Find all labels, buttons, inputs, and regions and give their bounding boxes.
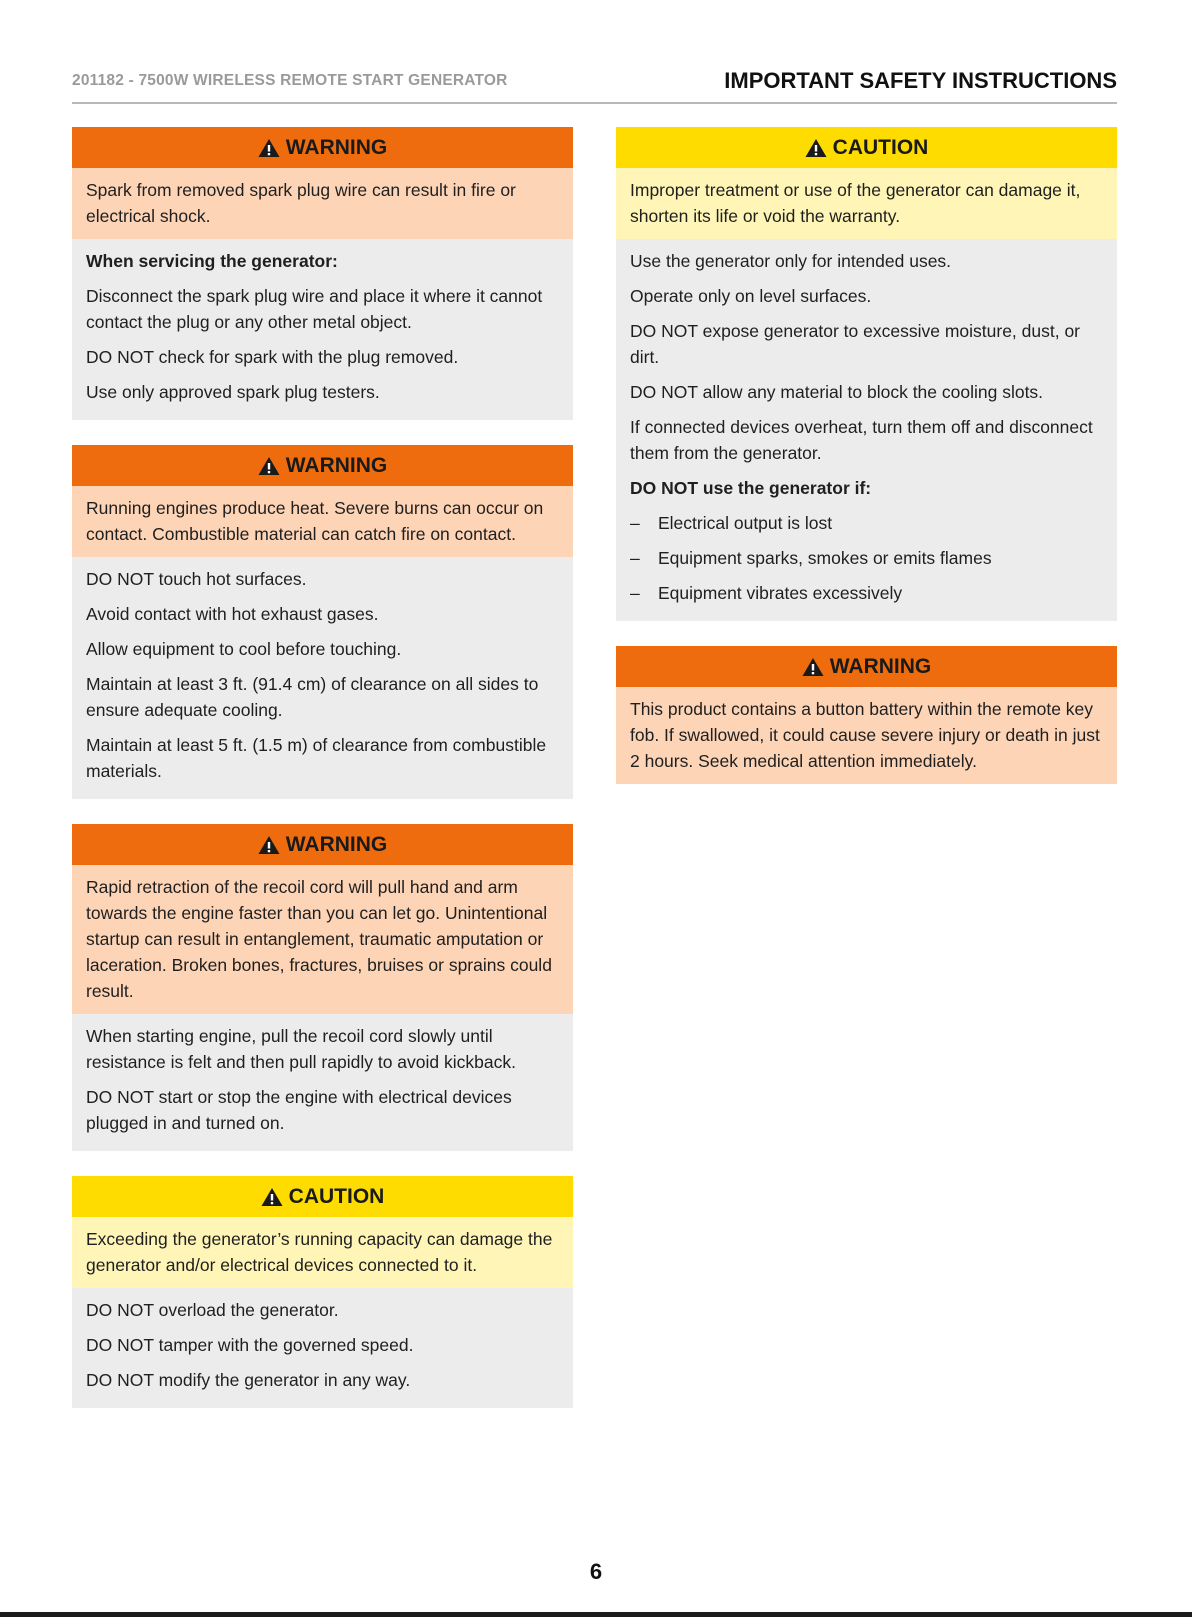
signal-word: WARNING [285,453,388,477]
instruction-item: Maintain at least 5 ft. (1.5 m) of clearance from combustible materials. [86,735,547,781]
instruction-item: Use only approved spark plug testers. [86,382,380,402]
instruction-item: When starting engine, pull the recoil cord slowly until resistance is felt and then pull rapidly to avoid kickback. [86,1026,516,1072]
document-id: 201182 - 7500W WIRELESS REMOTE START GENERATOR [72,72,508,89]
instruction-item: Allow equipment to cool before touching. [86,639,402,659]
instructions-list [72,1014,573,1151]
signal-word: CAUTION [832,135,929,159]
signal-word: WARNING [285,135,388,159]
dash-marker: – [630,548,640,568]
instruction-item: DO NOT start or stop the engine with electrical devices plugged in and turned on. [86,1087,512,1133]
dash-marker: – [630,513,640,533]
caution-header [616,127,1117,168]
warning-box [72,824,573,1151]
warning-triangle-icon [802,657,824,677]
instruction-item: DO NOT allow any material to block the cooling slots. [630,382,1044,402]
instruction-item: DO NOT modify the generator in any way. [86,1370,411,1390]
left-column [72,127,573,1433]
caution-header [72,1176,573,1217]
instruction-item: DO NOT overload the generator. [86,1300,339,1320]
instructions-list [72,557,573,799]
instruction-heading: DO NOT use the generator if: [630,478,872,498]
instructions-list [72,239,573,420]
hazard-statement: Spark from removed spark plug wire can result in fire or electrical shock. [72,168,573,239]
list-item-text: Equipment sparks, smokes or emits flames [658,548,992,568]
right-column [616,127,1117,809]
list-item-text: Equipment vibrates excessively [658,583,903,603]
page-number: 6 [589,1559,603,1584]
warning-header [72,824,573,865]
instruction-item: DO NOT touch hot surfaces. [86,569,307,589]
instruction-item: If connected devices overheat, turn them off and disconnect them from the generator. [630,417,1093,463]
warning-triangle-icon [258,138,280,158]
caution-box [616,127,1117,621]
signal-word: WARNING [829,654,932,678]
warning-box [616,646,1117,784]
warning-header [72,127,573,168]
instruction-item: DO NOT tamper with the governed speed. [86,1335,414,1355]
warning-triangle-icon [258,835,280,855]
page-header [72,68,1117,104]
instructions-list [616,239,1117,621]
caution-box [72,1176,573,1408]
section-title: IMPORTANT SAFETY INSTRUCTIONS [724,68,1117,93]
instruction-item: Disconnect the spark plug wire and place it where it cannot contact the plug or any other metal object. [86,286,543,332]
hazard-statement: This product contains a button battery within the remote key fob. If swallowed, it could cause severe injury or death in just 2 hours. Seek medical attention immediately. [616,687,1117,784]
dash-marker: – [630,583,640,603]
instruction-item: Avoid contact with hot exhaust gases. [86,604,379,624]
instruction-item: Maintain at least 3 ft. (91.4 cm) of clearance on all sides to ensure adequate cooling. [86,674,539,720]
instructions-list [72,1288,573,1408]
bottom-rule [0,1612,1192,1617]
hazard-statement: Improper treatment or use of the generator can damage it, shorten its life or void the warranty. [616,168,1117,239]
instruction-item: Use the generator only for intended uses. [630,251,952,271]
signal-word: WARNING [285,832,388,856]
dash-list-item [630,545,1103,571]
warning-triangle-icon [805,138,827,158]
warning-box [72,127,573,420]
signal-word: CAUTION [288,1184,385,1208]
warning-triangle-icon [261,1187,283,1207]
instruction-item: Operate only on level surfaces. [630,286,872,306]
dash-list-item [630,580,1103,606]
warning-header [616,646,1117,687]
instruction-item: DO NOT check for spark with the plug removed. [86,347,459,367]
instruction-item: DO NOT expose generator to excessive moisture, dust, or dirt. [630,321,1081,367]
warning-triangle-icon [258,456,280,476]
hazard-statement: Rapid retraction of the recoil cord will pull hand and arm towards the engine faster than you can let go. Unintentional startup can result in entanglement, traumatic amputation or laceration. Broken bones, fractures, bruises or sprains could result. [72,865,573,1014]
list-item-text: Electrical output is lost [658,513,833,533]
warning-header [72,445,573,486]
hazard-statement: Exceeding the generator’s running capacity can damage the generator and/or electrical devices connected to it. [72,1217,573,1288]
hazard-statement: Running engines produce heat. Severe burns can occur on contact. Combustible material can catch fire on contact. [72,486,573,557]
warning-box [72,445,573,799]
instruction-heading: When servicing the generator: [86,251,338,271]
dash-list-item [630,510,1103,536]
